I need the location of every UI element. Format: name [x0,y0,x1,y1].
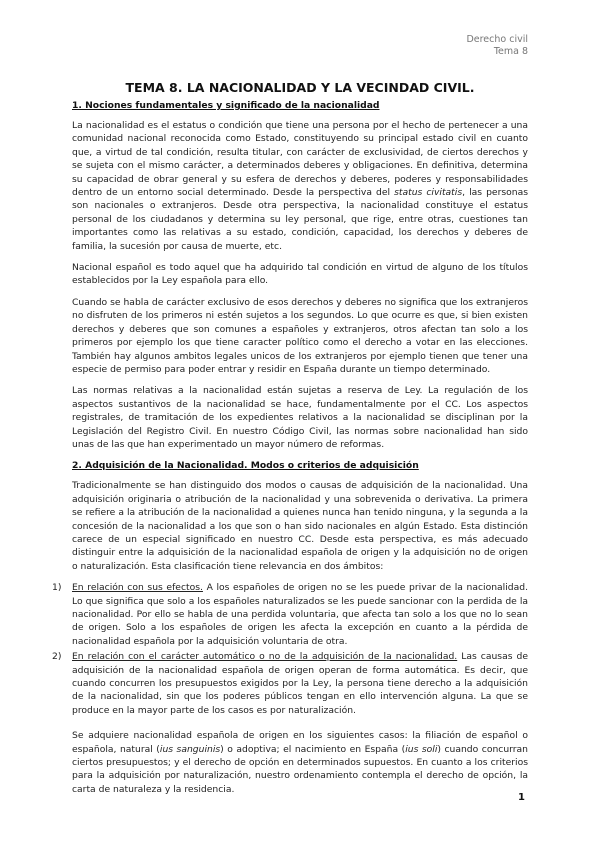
list-item-number: 1) [52,582,62,594]
section-1-heading: 1. Nociones fundamentales y significado de la nacionalidad [72,100,380,111]
header-topic: Tema 8 [493,46,528,57]
section-2-paragraph-2: Se adquiere nacionalidad española de origen en los siguientes casos: la filiación de español o española, natural (ius sanguinis) o adoptiva; el nacimiento en España (ius soli) cuando concurran ciertos presupuestos; y el derecho de opción en determinados supuestos. En cuanto a los criterios para la adquisición por naturalización, nuestro ordenamiento contempla el derecho de opción, la carta de naturaleza y la residencia. [72,730,528,795]
section-2-paragraph-1: Tradicionalmente se han distinguido dos modos o causas de adquisición de la nacionalidad. Una adquisición originaria o atribución de la nacionalidad y una sobrevenida o derivativa. La primera se refiere a la atribución de la nacionalidad a quienes nunca han tenido ninguna, y la segunda a la concesión de la nacionalidad a los que son o han sido nacionales en algún Estado. Esta distinción carece de un especial significado en nuestro CC. Desde esta perspectiva, es más adecuado distinguir entre la adquisición de la nacionalidad española de origen y la adquisición no de origen o naturalización. Esta clasificación tiene relevancia en dos ámbitos: [72,480,528,572]
list-item-text: A los españoles de origen no se les puede privar de la nacionalidad. Lo que significa que solo a los españoles naturalizados se les puede sancionar con la perdida de la nacionalidad. Por ello se habla de una perdida voluntaria, que afecta tan solo a los que no lo sean de origen. Solo a los españoles de origen les afecta la excepción en cuanto a la pérdida de nacionalidad española por la adquisición voluntaria de otra. [72,582,528,647]
list-item-lead: En relación con sus efectos. [72,582,203,594]
section-1-paragraph-2: Nacional español es todo aquel que ha adquirido tal condición en virtud de alguno de los títulos establecidos por la Ley española para ello. [72,262,528,287]
page-number: 1 [518,792,525,803]
section-1-paragraph-1: La nacionalidad es el estatus o condición que tiene una persona por el hecho de pertenecer a una comunidad nacional reconocida como Estado, constituyendo su principal estado civil en cuanto que, a virtud de tal condición, resulta titular, con carácter de exclusividad, de ciertos derechos y se sujeta con el mismo carácter, a determinados deberes y obligaciones. En definitiva, determina su capacidad de obrar general y su esfera de derechos y deberes, poderes y responsabilidades dentro de un entorno social determinado. Desde la perspectiva del status civitatis, las personas son nacionales o extranjeros. Desde otra perspectiva, la nacionalidad constituye el estatus personal de los ciudadanos y determina su ley personal, que rige, entre otras, cuestiones tan importantes como las relativas a su estado, condición, capacidad, los derechos y deberes de familia, la sucesión por causa de muerte, etc. [72,120,529,252]
section-2-heading: 2. Adquisición de la Nacionalidad. Modos o criterios de adquisición [72,460,419,472]
header-subject: Derecho civil [466,34,528,45]
list-item [52,581,528,648]
document-body [52,99,529,804]
section-1-paragraph-4: Las normas relativas a la nacionalidad están sujetas a reserva de Ley. La regulación de los aspectos sustantivos de la nacionalidad se hace, fundamentalmente por el CC. Los aspectos registrales, de tramitación de los expedientes relativos a la nacionalidad se disciplinan por la Legislación del Registro Civil. En nuestro Código Civil, las normas sobre nacionalidad han sido unas de las que han experimentado un mayor número de reformas. [72,385,528,450]
section-1-paragraph-3: Cuando se habla de carácter exclusivo de esos derechos y deberes no significa que los extranjeros no disfruten de los primeros ni estén sujetos a los segundos. Lo que ocurre es que, si bien existen derechos y deberes que son comunes a españoles y extranjeros, otros afectan tan solo a los primeros por ejemplo los que tiene caracter político como el derecho a votar en las elecciones. También hay algunos ambitos legales unicos de los extranjeros por ejemplo tienen que tener una especie de permiso para poder entrar y residir en España durante un tiempo determinado. [72,296,528,375]
list-item-text: Las causas de adquisición de la nacionalidad española de origen operan de forma automática. Es decir, que cuando concurren los presupuestos exigidos por la Ley, la persona tiene derecho a la adquisición de la nacionalidad, sin que los poderes públicos tengan en ello intervención alguna. La que se produce en la mayor parte de los casos es por naturalización. [72,651,528,716]
page-header [466,34,528,58]
page-title: TEMA 8. LA NACIONALIDAD Y LA VECINDAD CIVIL. [125,80,475,95]
list-item [52,650,528,717]
list-item-number: 2) [52,651,62,663]
italic-term: status civitatis [394,187,463,199]
list-item-lead: En relación con el carácter automático o no de la adquisición de la nacionalidad. [72,651,458,663]
